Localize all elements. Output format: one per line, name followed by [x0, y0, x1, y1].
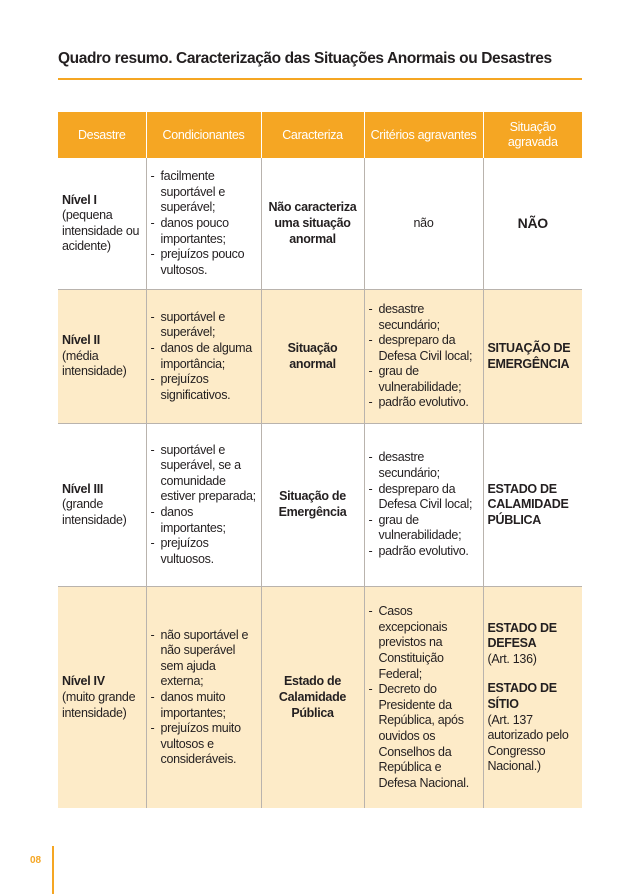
- list-item: - prejuízos muito vultosos e consideráveis.: [151, 721, 257, 768]
- list-item: - desastre secundário;: [369, 450, 479, 481]
- cell-criterios: não: [364, 158, 483, 289]
- list-item: - desastre secundário;: [369, 302, 479, 333]
- level-description: (grande intensidade): [62, 497, 127, 527]
- list-item: - suportável e superável;: [151, 310, 257, 341]
- spacer: [488, 667, 579, 681]
- list-item: - facilmente suportável e superável;: [151, 169, 257, 216]
- level-description: (média intensidade): [62, 348, 127, 379]
- header-situacao: Situação agravada: [483, 112, 582, 158]
- summary-table: [58, 112, 582, 808]
- list-item: - padrão evolutivo.: [369, 544, 479, 560]
- cell-criterios: [364, 289, 483, 423]
- list-item: - despreparo da Defesa Civil local;: [369, 333, 479, 364]
- cell-desastre: [58, 158, 146, 289]
- situacao-note: (Art. 136): [487, 651, 537, 666]
- cell-criterios: [364, 423, 483, 586]
- table-row: [58, 158, 582, 289]
- cell-caracteriza: Situação de Emergência: [261, 423, 364, 586]
- list-item: - não suportável e não superável sem ajuda externa;: [151, 628, 257, 690]
- list-item: - grau de vulnerabilidade;: [369, 513, 479, 544]
- list-item: - prejuízos pouco vultosos.: [151, 247, 257, 278]
- list-item: - Casos excepcionais previstos na Constituição Federal;: [369, 604, 479, 682]
- cell-condicionantes: [146, 423, 261, 586]
- situacao-label: ESTADO DE CALAMIDADE PÚBLICA: [487, 481, 569, 527]
- situacao-label: ESTADO DE DEFESA: [487, 620, 557, 651]
- cell-caracteriza: Estado de Calamidade Pública: [261, 586, 364, 808]
- list-item: - danos de alguma importância;: [151, 341, 257, 372]
- level-name: Nível III: [62, 481, 104, 496]
- cell-desastre: [58, 586, 146, 808]
- list-item: - danos muito importantes;: [151, 690, 257, 721]
- level-name: Nível II: [62, 333, 100, 348]
- cell-situacao: [483, 423, 582, 586]
- level-name: Nível I: [62, 192, 97, 207]
- level-description: (pequena intensidade ou acidente): [62, 208, 140, 254]
- title-divider: [58, 78, 582, 80]
- table-row: [58, 586, 582, 808]
- header-criterios: Critérios agravantes: [364, 112, 483, 158]
- page-title: Quadro resumo. Caracterização das Situações Anormais ou Desastres: [58, 50, 552, 67]
- cell-caracteriza: Situação anormal: [261, 289, 364, 423]
- page-number: 08: [30, 855, 42, 866]
- situacao-label: SITUAÇÃO DE EMERGÊNCIA: [487, 340, 571, 371]
- cell-desastre: [58, 423, 146, 586]
- cell-situacao: [483, 289, 582, 423]
- list-item: - prejuízos significativos.: [151, 372, 257, 403]
- list-item: - Decreto do Presidente da República, após ouvidos os Conselhos da República e Defesa Nacional.: [369, 682, 479, 791]
- list-item: - padrão evolutivo.: [369, 395, 479, 411]
- cell-criterios: [364, 586, 483, 808]
- cell-desastre: [58, 289, 146, 423]
- table-header-row: [58, 112, 582, 158]
- table-row: [58, 289, 582, 423]
- cell-condicionantes: [146, 289, 261, 423]
- cell-caracteriza: Não caracteriza uma situação anormal: [261, 158, 364, 289]
- list-item: - danos pouco importantes;: [151, 216, 257, 247]
- situacao-note: (Art. 137 autorizado pelo Congresso Nacional.): [487, 712, 569, 774]
- header-caracteriza: Caracteriza: [261, 112, 364, 158]
- header-condicionantes: Condicionantes: [146, 112, 261, 158]
- cell-condicionantes: [146, 158, 261, 289]
- list-item: - grau de vulnerabilidade;: [369, 364, 479, 395]
- list-item: - despreparo da Defesa Civil local;: [369, 482, 479, 513]
- cell-condicionantes: [146, 586, 261, 808]
- cell-situacao: [483, 586, 582, 808]
- list-item: - prejuízos vultuosos.: [151, 536, 257, 567]
- header-desastre: Desastre: [58, 112, 146, 158]
- cell-situacao: NÃO: [483, 158, 582, 289]
- situacao-label: ESTADO DE SÍTIO: [487, 681, 557, 711]
- page-number-bar: [52, 846, 54, 894]
- level-name: Nível IV: [62, 674, 105, 689]
- list-item: - danos importantes;: [151, 505, 257, 536]
- list-item: - suportável e superável, se a comunidade estiver preparada;: [151, 443, 257, 505]
- level-description: (muito grande intensidade): [62, 689, 136, 720]
- table-row: [58, 423, 582, 586]
